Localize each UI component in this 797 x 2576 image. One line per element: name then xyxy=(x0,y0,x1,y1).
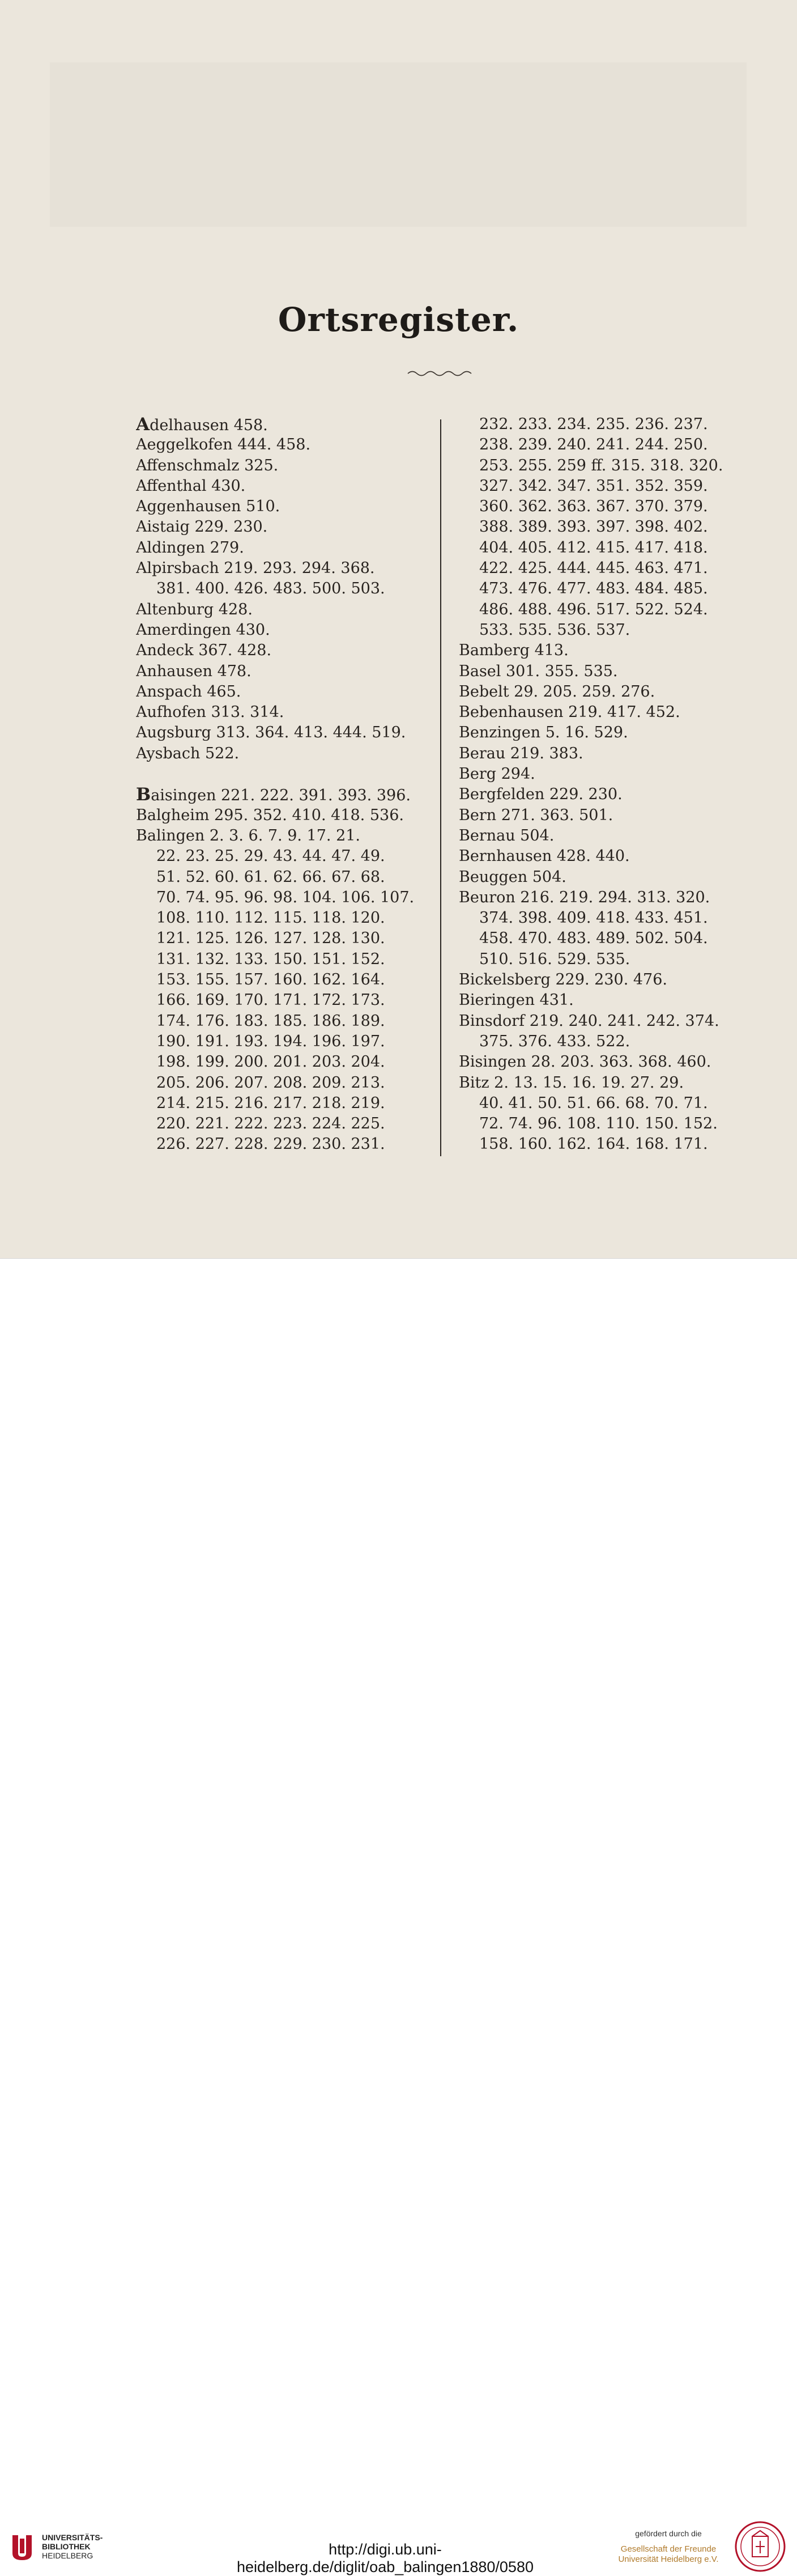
index-entry: 198. 199. 200. 201. 203. 204. xyxy=(156,1053,385,1071)
index-entry: 220. 221. 222. 223. 224. 225. xyxy=(156,1115,385,1133)
index-entry: 422. 425. 444. 445. 463. 471. xyxy=(479,559,708,578)
index-entry: Bamberg 413. xyxy=(459,642,569,660)
index-entry: Bern 271. 363. 501. xyxy=(459,806,613,824)
index-entry: Beuron 216. 219. 294. 313. 320. xyxy=(459,888,710,906)
index-entry: Andeck 367. 428. xyxy=(136,642,272,660)
university-seal-icon xyxy=(734,2520,786,2573)
index-entry: 190. 191. 193. 194. 196. 197. xyxy=(156,1032,385,1050)
index-entry: 473. 476. 477. 483. 484. 485. xyxy=(479,580,708,598)
index-entry xyxy=(136,784,425,805)
index-entry: 486. 488. 496. 517. 522. 524. xyxy=(479,600,708,618)
sponsor-block xyxy=(612,2528,725,2565)
index-entry: Berg 294. xyxy=(459,765,535,783)
index-entry: Bebenhausen 219. 417. 452. xyxy=(459,703,680,722)
index-column-left xyxy=(136,414,425,1155)
column-divider xyxy=(440,419,441,1156)
university-library-logo-icon xyxy=(8,2533,36,2561)
index-entry: 51. 52. 60. 61. 62. 66. 67. 68. xyxy=(156,868,385,886)
index-entry: 131. 132. 133. 150. 151. 152. xyxy=(156,950,385,968)
index-entry: 232. 233. 234. 235. 236. 237. xyxy=(479,415,708,433)
index-entry: Balingen 2. 3. 6. 7. 9. 17. 21. xyxy=(136,826,361,844)
index-entry: 238. 239. 240. 241. 244. 250. xyxy=(479,436,708,454)
index-entry: 153. 155. 157. 160. 162. 164. xyxy=(156,971,385,989)
index-entry-text: delhausen 458. xyxy=(150,417,268,434)
index-entry: Aufhofen 313. 314. xyxy=(136,703,284,722)
index-entry: Altenburg 428. xyxy=(136,600,253,618)
index-entry: Anspach 465. xyxy=(136,682,241,701)
index-entry: Bieringen 431. xyxy=(459,991,574,1009)
index-entry: 533. 535. 536. 537. xyxy=(479,621,630,639)
index-entry: 108. 110. 112. 115. 118. 120. xyxy=(156,909,385,927)
index-entry: 22. 23. 25. 29. 43. 44. 47. 49. xyxy=(156,847,385,865)
index-entry: 166. 169. 170. 171. 172. 173. xyxy=(156,991,385,1009)
index-initial-letter: A xyxy=(136,414,150,435)
index-entry: 510. 516. 529. 535. xyxy=(479,950,630,968)
index-entry: Bernhausen 428. 440. xyxy=(459,847,630,865)
index-entry: 375. 376. 433. 522. xyxy=(479,1032,630,1050)
title-ornament xyxy=(407,368,475,379)
permalink-url[interactable]: http://digi.ub.uni-heidelberg.de/diglit/oab_balingen1880/0580 xyxy=(237,2541,534,2575)
index-entry: 360. 362. 363. 367. 370. 379. xyxy=(479,498,708,516)
page-title: Ortsregister. xyxy=(278,300,519,339)
index-entry: 214. 215. 216. 217. 218. 219. xyxy=(156,1094,385,1112)
index-entry: Balgheim 295. 352. 410. 418. 536. xyxy=(136,806,404,824)
index-entry: Aggenhausen 510. xyxy=(136,498,280,516)
index-entry: 226. 227. 228. 229. 230. 231. xyxy=(156,1135,385,1153)
index-entry: 70. 74. 95. 96. 98. 104. 106. 107. xyxy=(156,888,415,906)
index-entry: Alpirsbach 219. 293. 294. 368. xyxy=(136,559,375,578)
index-entry: Aeggelkofen 444. 458. xyxy=(136,436,311,454)
index-entry: 381. 400. 426. 483. 500. 503. xyxy=(156,580,385,598)
index-entry: 374. 398. 409. 418. 433. 451. xyxy=(479,909,708,927)
index-entry: Binsdorf 219. 240. 241. 242. 374. xyxy=(459,1012,719,1030)
index-entry: 205. 206. 207. 208. 209. 213. xyxy=(156,1073,385,1092)
index-entry: Beuggen 504. xyxy=(459,868,566,886)
index-entry: Bebelt 29. 205. 259. 276. xyxy=(459,682,655,701)
library-name-line-3: HEIDELBERG xyxy=(42,2551,93,2560)
library-name xyxy=(42,2533,103,2560)
index-entry: 253. 255. 259 ff. 315. 318. 320. xyxy=(479,456,723,474)
index-column-right xyxy=(459,414,753,1155)
index-entry: Berau 219. 383. xyxy=(459,744,583,762)
index-entry: 388. 389. 393. 397. 398. 402. xyxy=(479,518,708,536)
index-entry: Augsburg 313. 364. 413. 444. 519. xyxy=(136,724,406,742)
index-entry: 40. 41. 50. 51. 66. 68. 70. 71. xyxy=(479,1094,708,1112)
index-entry: Bitz 2. 13. 15. 16. 19. 27. 29. xyxy=(459,1073,684,1092)
index-entry: Bergfelden 229. 230. xyxy=(459,786,623,804)
index-entry: Benzingen 5. 16. 529. xyxy=(459,724,628,742)
index-entry: Basel 301. 355. 535. xyxy=(459,662,618,680)
scanned-page xyxy=(0,0,797,1258)
index-entry-text: aisingen 221. 222. 391. 393. 396. xyxy=(151,787,411,805)
index-entry: Affenthal 430. xyxy=(136,477,246,495)
index-entry: 72. 74. 96. 108. 110. 150. 152. xyxy=(479,1115,718,1133)
index-entry: Aistaig 229. 230. xyxy=(136,518,268,536)
index-entry xyxy=(136,414,425,435)
footer-bar xyxy=(0,1258,797,2575)
index-entry: 404. 405. 412. 415. 417. 418. xyxy=(479,538,708,557)
bleed-through-area xyxy=(50,62,747,227)
index-entry: 121. 125. 126. 127. 128. 130. xyxy=(156,930,385,948)
index-entry: 458. 470. 483. 489. 502. 504. xyxy=(479,930,708,948)
library-name-line-2: BIBLIOTHEK xyxy=(42,2542,91,2551)
index-spacer xyxy=(136,764,425,784)
index-entry: Amerdingen 430. xyxy=(136,621,270,639)
sponsor-name-line-1: Gesellschaft der Freunde xyxy=(620,2544,717,2554)
index-entry: Bisingen 28. 203. 363. 368. 460. xyxy=(459,1053,711,1071)
index-entry: Affenschmalz 325. xyxy=(136,456,279,474)
library-name-line-1: UNIVERSITÄTS- xyxy=(42,2533,103,2542)
sponsor-name-line-2: Universität Heidelberg e.V. xyxy=(618,2554,719,2564)
index-entry: Bickelsberg 229. 230. 476. xyxy=(459,971,667,989)
index-entry: 174. 176. 183. 185. 186. 189. xyxy=(156,1012,385,1030)
index-entry: Aysbach 522. xyxy=(136,744,240,762)
index-entry: 327. 342. 347. 351. 352. 359. xyxy=(479,477,708,495)
index-entry: Aldingen 279. xyxy=(136,538,244,557)
index-entry: 158. 160. 162. 164. 168. 171. xyxy=(479,1135,708,1153)
index-entry: Bernau 504. xyxy=(459,826,555,844)
index-initial-letter: B xyxy=(136,784,151,805)
index-entry: Anhausen 478. xyxy=(136,662,252,680)
sponsor-intro: gefördert durch die xyxy=(635,2529,702,2538)
